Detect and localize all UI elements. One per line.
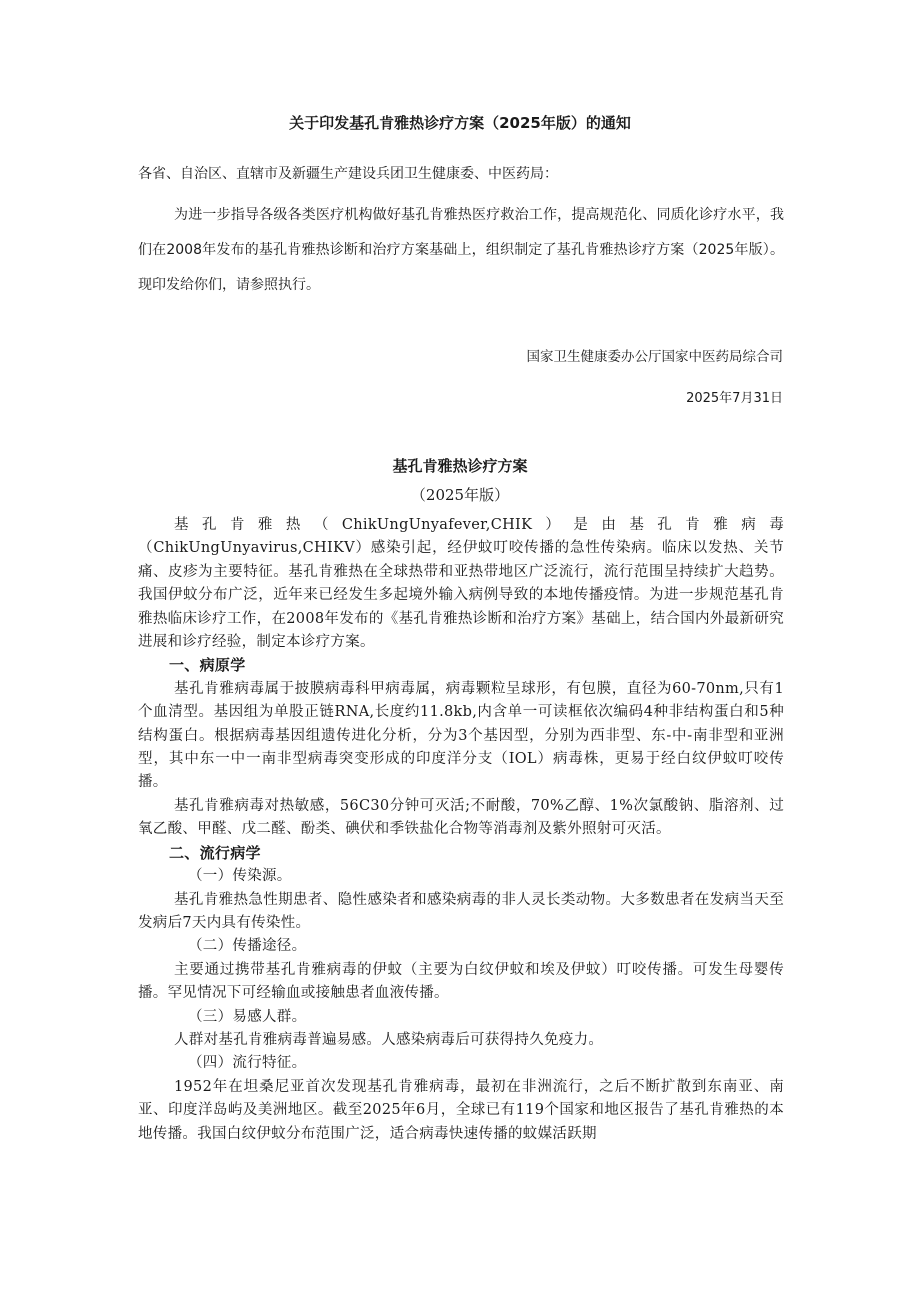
subsection-text-susceptible: 人群对基孔肯雅病毒普遍易感。人感染病毒后可获得持久免疫力。 bbox=[174, 1031, 604, 1048]
pathogen-paragraph-1: 基孔肯雅病毒属于披膜病毒科甲病毒属，病毒颗粒呈球形，有包膜，直径为60-70nm,只有1个血清型。基因组为单股正链RNA,长度约11.8kb,内含单一可读框依次编码4种非结构蛋白和5种结构蛋白。根据病毒基因组遗传进化分析，分为3个基因型，分别为西非型、东-中-南非型和亚洲型，其中东一中一南非型病毒突变形成的印度洋分支（IOL）病毒株，更易于经白纹伊蚊叮咬传播。 bbox=[138, 680, 784, 791]
plan-intro: 基孔肯雅热（ChikUngUnyafever,CHIK）是由基孔肯雅病毒（ChikUngUnyavirus,CHIKV）感染引起，经伊蚊叮咬传播的急性传染病。临床以发热、关节痛、皮疹为主要特征。基孔肯雅热在全球热带和亚热带地区广泛流行，流行范围呈持续扩大趋势。我国伊蚊分布广泛，近年来已经发生多起境外输入病例导致的本地传播疫情。为进一步规范基孔肯雅热临床诊疗工作，在2008年发布的《基孔肯雅热诊断和治疗方案》基础上，结合国内外最新研究进展和诊疗经验，制定本诊疗方案。 bbox=[138, 517, 784, 651]
subsection-heading-transmission: （二）传播途径。 bbox=[188, 938, 307, 955]
subsection-heading-susceptible: （三）易感人群。 bbox=[188, 1008, 307, 1025]
subsection-text-source: 基孔肯雅热急性期患者、隐性感染者和感染病毒的非人灵长类动物。大多数患者在发病当天至发病后7天内具有传染性。 bbox=[138, 891, 784, 931]
subsection-heading-characteristics: （四）流行特征。 bbox=[188, 1055, 307, 1072]
section-heading-epidemiology: 二、流行病学 bbox=[169, 843, 261, 862]
notice-signature: 国家卫生健康委办公厅国家中医药局综合司 bbox=[526, 349, 783, 365]
pathogen-paragraph-2: 基孔肯雅病毒对热敏感，56C30分钟可灭活;不耐酸，70%乙醇、1%次氯酸钠、脂溶剂、过氧乙酸、甲醛、戊二醛、酚类、碘伏和季铁盐化合物等消毒剂及紫外照射可灭活。 bbox=[138, 797, 784, 838]
plan-body bbox=[138, 514, 784, 1146]
notice-salutation: 各省、自治区、直辖市及新疆生产建设兵团卫生健康委、中医药局： bbox=[138, 166, 558, 182]
plan-title: 基孔肯雅热诊疗方案 bbox=[392, 457, 528, 475]
subsection-heading-source: （一）传染源。 bbox=[188, 868, 292, 885]
notice-body: 为进一步指导各级各类医疗机构做好基孔肯雅热医疗救治工作，提高规范化、同质化诊疗水平，我们在2008年发布的基孔肯雅热诊断和治疗方案基础上，组织制定了基孔肯雅热诊疗方案（2025年版）。现印发给你们，请参照执行。 bbox=[138, 207, 784, 293]
plan-edition: （2025年版） bbox=[410, 486, 510, 504]
subsection-text-transmission: 主要通过携带基孔肯雅病毒的伊蚊（主要为白纹伊蚊和埃及伊蚊）叮咬传播。可发生母婴传播。罕见情况下可经输血或接触患者血液传播。 bbox=[138, 961, 784, 1002]
subsection-text-characteristics: 1952年在坦桑尼亚首次发现基孔肯雅病毒，最初在非洲流行，之后不断扩散到东南亚、南亚、印度洋岛屿及美洲地区。截至2025年6月，全球已有119个国家和地区报告了基孔肯雅热的本地传播。我国白纹伊蚊分布范围广泛，适合病毒快速传播的蚊媒活跃期 bbox=[138, 1078, 784, 1142]
notice-date: 2025年7月31日 bbox=[686, 391, 783, 406]
notice-title: 关于印发基孔肯雅热诊疗方案（2025年版）的通知 bbox=[289, 114, 631, 132]
section-heading-pathogen: 一、病原学 bbox=[169, 656, 246, 675]
